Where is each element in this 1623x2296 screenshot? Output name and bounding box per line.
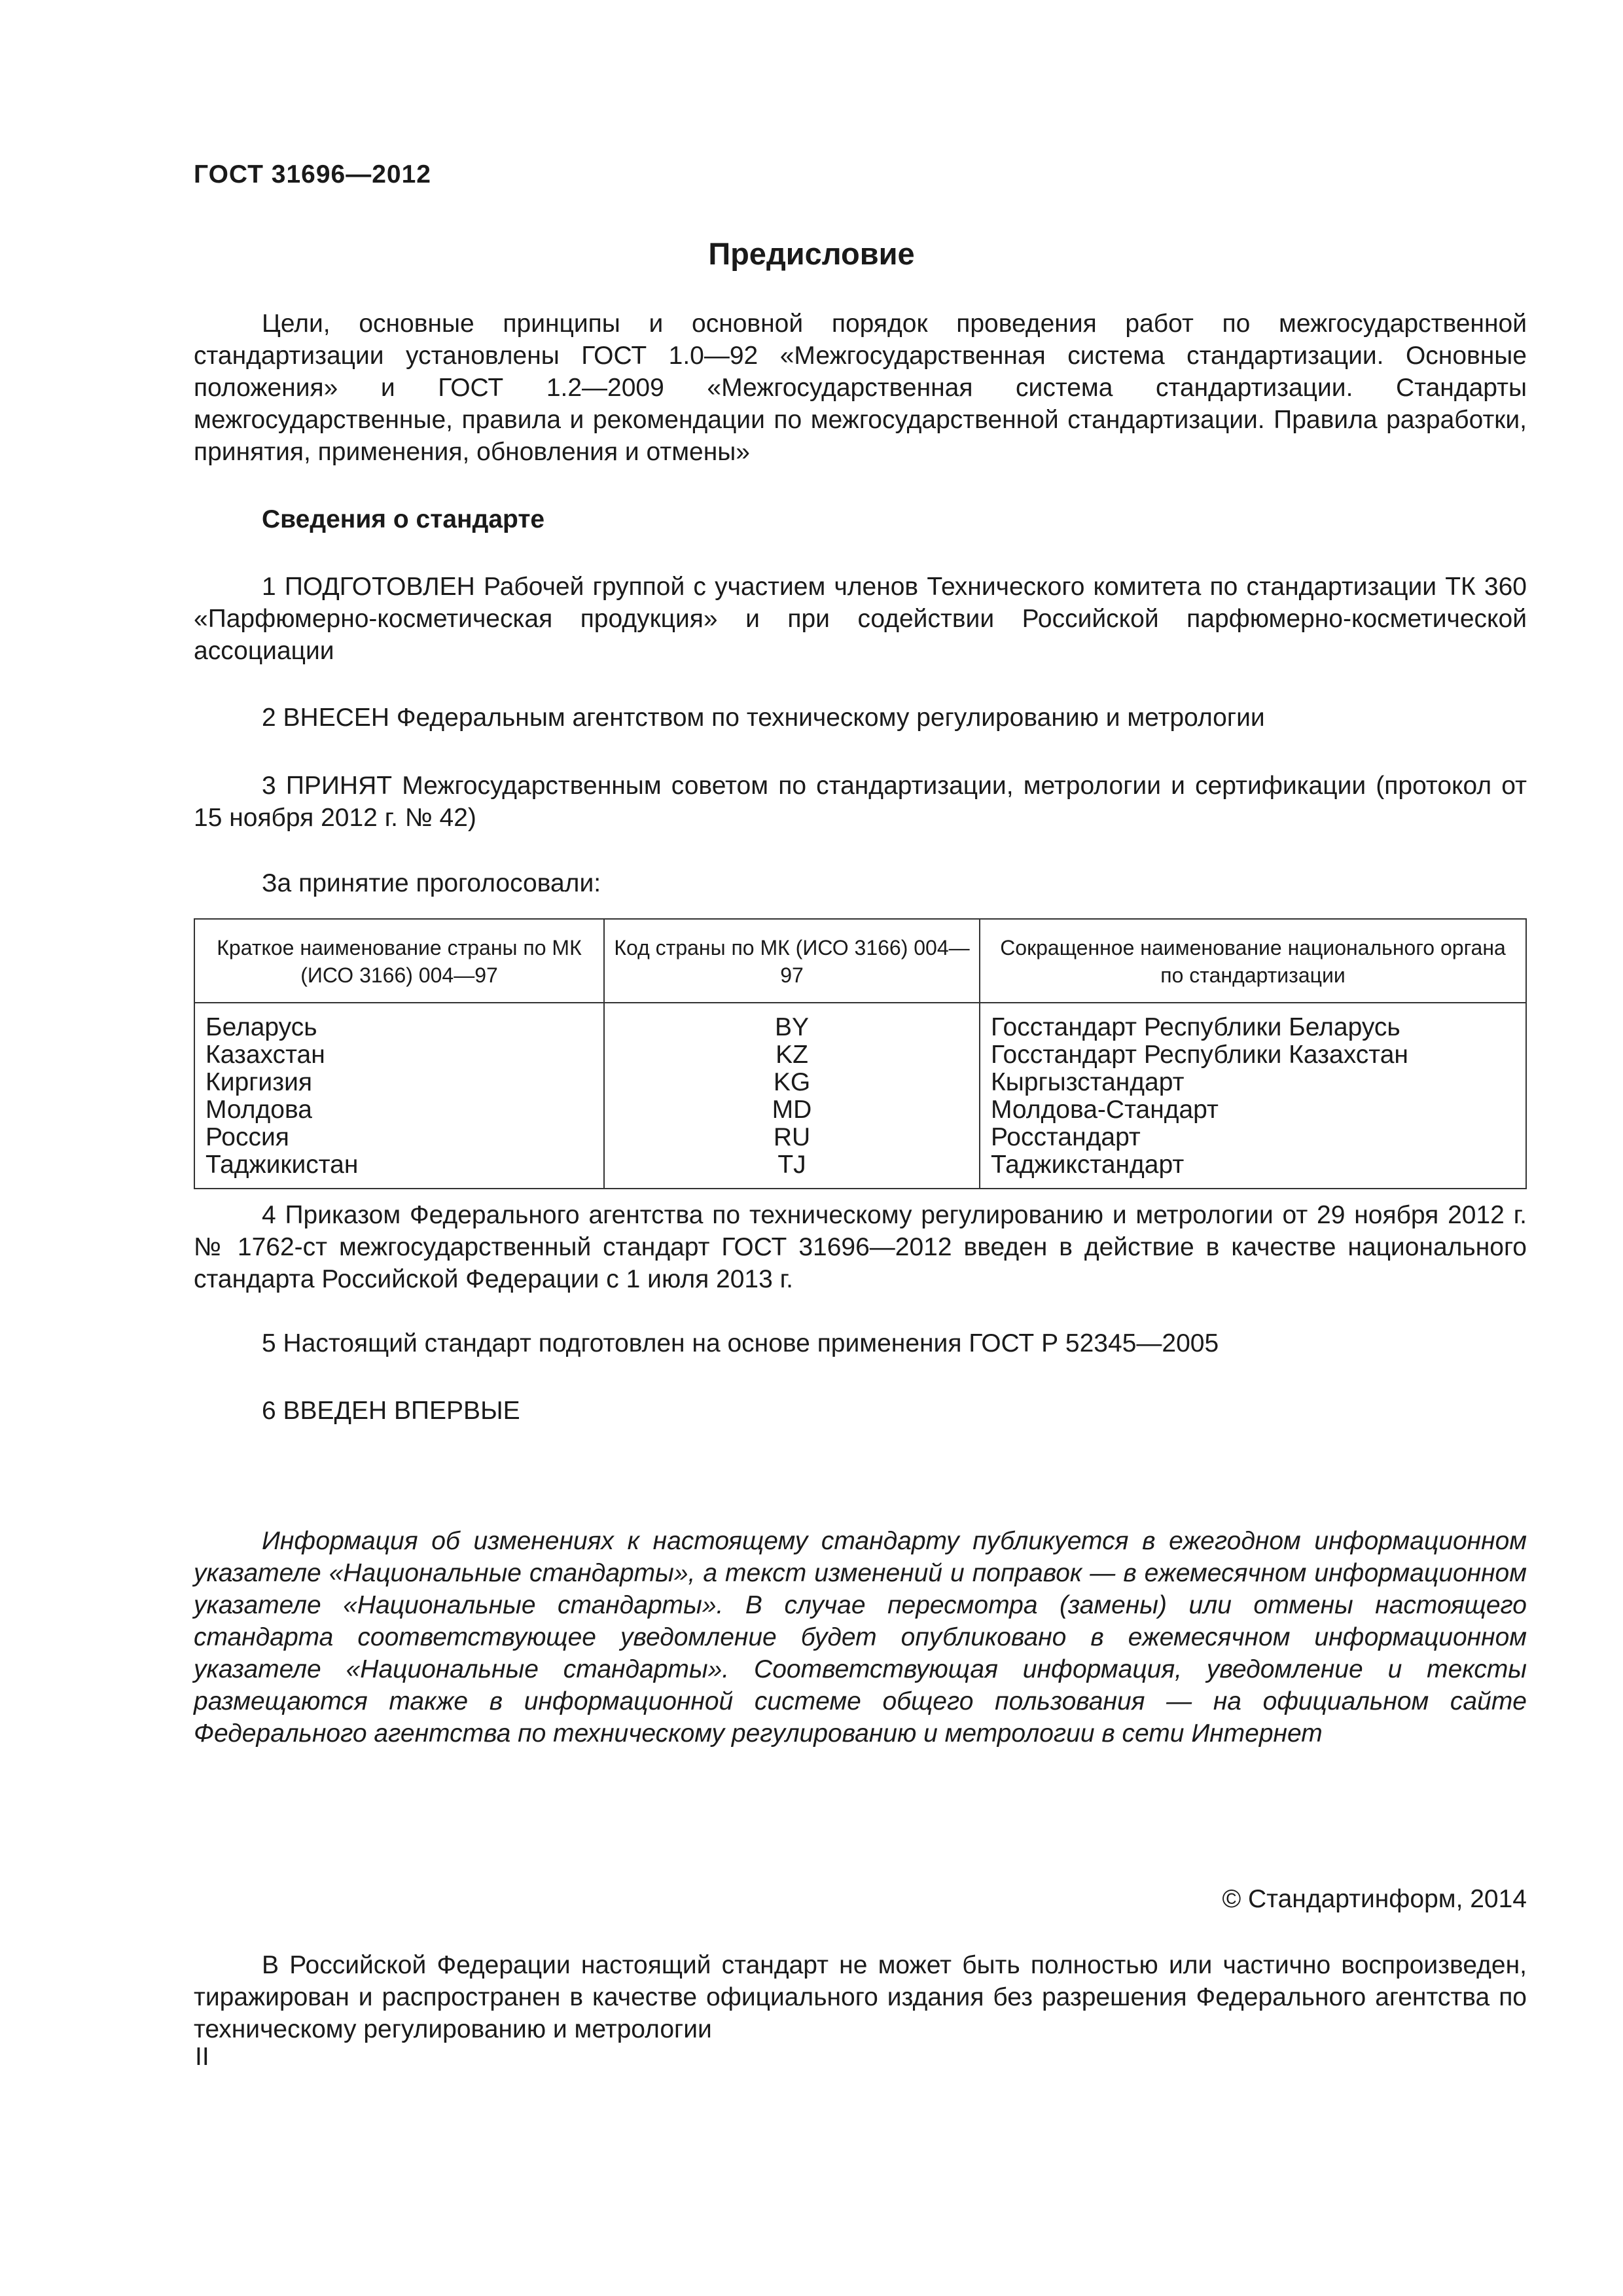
country-name-cell: Казахстан: [205, 1041, 325, 1069]
header-standards-body: Сокращенное наименование национального органа по стандартизации: [980, 919, 1526, 1003]
table-header-row: [194, 919, 1526, 1003]
legal-notice: В Российской Федерации настоящий стандарт не может быть полностью или частично воспроизведен, тиражирован и распространен в качестве официального издания без разрешения Федерального агентства по техническому регулированию и метрологии: [194, 1951, 1527, 2043]
item-4-paragraph: 4 Приказом Федерального агентства по техническому регулированию и метрологии от 29 ноября 2012 г. № 1762-ст межгосударственный стандарт ГОСТ 31696—2012 введен в действие в качестве национального стандарта Российской Федерации с 1 июля 2013 г.: [194, 1201, 1527, 1293]
copyright-notice: © Стандартинформ, 2014: [1222, 1885, 1527, 1913]
header-country-name: Краткое наименование страны по МК (ИСО 3166) 004—97: [194, 919, 604, 1003]
country-name-cell: Таджикистан: [205, 1151, 359, 1179]
intro-paragraph: Цели, основные принципы и основной порядок проведения работ по межгосударственной стандартизации установлены ГОСТ 1.0—92 «Межгосударственная система стандартизации. Основные положения» и ГОСТ 1.2—2009 «Межгосударственная система стандартизации. Стандарты межгосударственные, правила и рекомендации по межгосударственной стандартизации. Правила разработки, принятия, применения, обновления и отмены»: [194, 310, 1527, 466]
section-subheading: Сведения о стандарте: [262, 505, 545, 533]
country-code-cell: TJ: [604, 1151, 980, 1189]
country-name-cell: Россия: [205, 1123, 289, 1151]
table-row: [194, 1041, 1526, 1069]
country-name-cell: Беларусь: [205, 1013, 317, 1041]
item-2-paragraph: 2 ВНЕСЕН Федеральным агентством по техническому регулированию и метрологии: [262, 704, 1265, 732]
country-code-cell: BY: [604, 1003, 980, 1041]
header-country-code: Код страны по МК (ИСО 3166) 004—97: [604, 919, 980, 1003]
country-code-cell: KG: [604, 1069, 980, 1096]
item-5-paragraph: 5 Настоящий стандарт подготовлен на основе применения ГОСТ Р 52345—2005: [262, 1329, 1219, 1357]
voting-table: [194, 918, 1527, 1189]
standards-body-cell: Молдова-Стандарт: [980, 1096, 1526, 1124]
item-6-paragraph: 6 ВВЕДЕН ВПЕРВЫЕ: [262, 1397, 520, 1425]
country-code-cell: KZ: [604, 1041, 980, 1069]
country-name-cell: Молдова: [205, 1096, 312, 1124]
standards-body-cell: Кыргызстандарт: [980, 1069, 1526, 1096]
amendments-notice: Информация об изменениях к настоящему стандарту публикуется в ежегодном информационном указателе «Национальные стандарты», а текст изменений и поправок — в ежемесячном информационном указателе «Национальные стандарты». В случае пересмотра (замены) или отмены настоящего стандарта соответствующее уведомление будет опубликовано в ежемесячном информационном указателе «Национальные стандарты». Соответствующая информация, уведомление и тексты размещаются также в информационной системе общего пользования — на официальном сайте Федерального агентства по техническому регулированию и метрологии в сети Интернет: [194, 1527, 1527, 1748]
country-name-cell: Киргизия: [205, 1068, 312, 1096]
standards-body-cell: Росстандарт: [980, 1124, 1526, 1151]
page-title: Предисловие: [708, 236, 915, 271]
item-1-paragraph: 1 ПОДГОТОВЛЕН Рабочей группой с участием членов Технического комитета по стандартизации ТК 360 «Парфюмерно-косметическая продукция» и при содействии Российской парфюмерно-косметической ассоциации: [194, 573, 1527, 665]
table-row: [194, 1069, 1526, 1096]
votes-label: За принятие проголосовали:: [262, 869, 601, 897]
table-row: [194, 1151, 1526, 1189]
table-row: [194, 1124, 1526, 1151]
document-code: ГОСТ 31696—2012: [194, 160, 431, 188]
table-row: [194, 1096, 1526, 1124]
item-3-paragraph: 3 ПРИНЯТ Межгосударственным советом по стандартизации, метрологии и сертификации (протокол от 15 ноября 2012 г. № 42): [194, 772, 1527, 832]
country-code-cell: MD: [604, 1096, 980, 1124]
country-code-cell: RU: [604, 1124, 980, 1151]
table-row: [194, 1003, 1526, 1041]
standards-body-cell: Госстандарт Республики Казахстан: [980, 1041, 1526, 1069]
standards-body-cell: Госстандарт Республики Беларусь: [980, 1003, 1526, 1041]
page-number: II: [195, 2043, 209, 2071]
standards-body-cell: Таджикстандарт: [980, 1151, 1526, 1189]
